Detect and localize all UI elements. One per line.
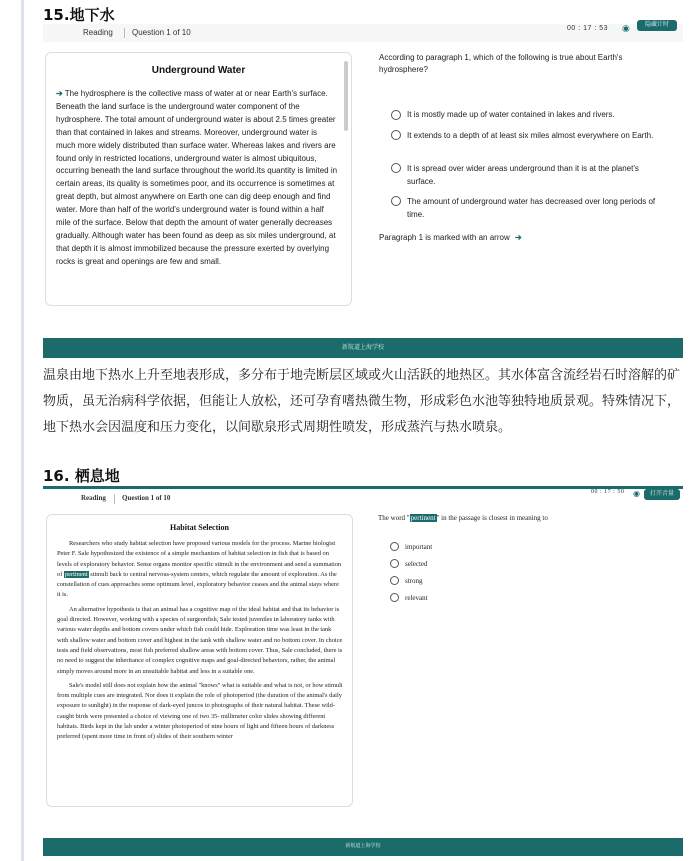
question-counter: Question 1 of 10 <box>122 494 171 502</box>
radio-button[interactable] <box>390 542 399 551</box>
radio-button[interactable] <box>391 196 401 206</box>
question-text: According to paragraph 1, which of the following is true about Earth's hydrosphere? <box>379 53 623 74</box>
passage-title: Habitat Selection <box>170 523 229 532</box>
section-15-title: 15.地下水 <box>43 6 115 24</box>
radio-button[interactable] <box>391 130 401 140</box>
toolbar-divider <box>114 494 115 504</box>
section-16-screenshot <box>43 486 683 858</box>
question-text: The word "pertinent" in the passage is closest in meaning to <box>378 514 548 522</box>
marker-text: Paragraph 1 is marked with an arrow <box>379 233 510 242</box>
reading-label: Reading <box>81 494 106 502</box>
toolbar-divider <box>124 28 125 38</box>
section-15-screenshot <box>43 24 683 359</box>
toolbar <box>43 24 683 42</box>
option-label: It is spread over wider areas underground than it is at the planet's surface. <box>407 164 639 186</box>
passage-text <box>57 539 344 803</box>
option-label: It extends to a depth of at least six miles almost everywhere on Earth. <box>407 131 654 140</box>
radio-button[interactable] <box>390 559 399 568</box>
timer: 00 : 17 : 50 <box>591 489 625 495</box>
footer-banner: 新航道上海学校 <box>43 338 683 358</box>
highlighted-word: pertinent <box>410 514 436 522</box>
option-b[interactable] <box>378 559 428 569</box>
option-label: important <box>405 543 433 551</box>
right-arrow-icon: ➔ <box>514 233 522 242</box>
option-c[interactable] <box>378 576 423 586</box>
highlighted-word: pertinent <box>64 570 88 578</box>
paragraph-1: The hydrosphere is the collective mass of water at or near Earth's surface. Beneath the land surface is the underground water component of the hydrosphere. The total amount of underground water is about 2.5 times greater than that contained in lakes and streams. Moreover, underground water is much more widely distributed than surface water. Whereas lakes and rivers are found only in restricted locations, underground water is almost ubiquitous, occurring beneath the land surface throughout the world.Its quantity is limited in certain areas, its quality is sometimes poor, and its occurrence is sometimes at great depth, but almost anywhere on Earth one can dig deep enough and find water. More than half of the world's underground water is found within a half mile of the surface. Below that depth the amount of water generally decreases gradually. Although water has been found as deep as six miles underground, at that depth it is almost immobilized because the pressure exerted by overlying rocks is great and openings are few and small. <box>56 89 338 266</box>
option-label: selected <box>405 560 428 568</box>
paragraph-marker-note <box>379 233 522 242</box>
option-d[interactable] <box>378 593 428 603</box>
page-left-rule <box>21 0 24 861</box>
option-label: It is mostly made up of water contained in lakes and rivers. <box>407 110 615 119</box>
eye-icon[interactable]: ◉ <box>633 489 640 498</box>
option-label: strong <box>405 577 423 585</box>
paragraph-3: Sale's model still does not explain how the animal "knows" what is suitable and what is not, or how stimuli from multiple cues are integrated. Nor does it explain the role of photoperiod (the duration of the animal's daily exposure to sunlight) in the response of dark-eyed juncos to photographs of their natural habitat. These wild-caught birds were presented a choice of viewing one of two 35- millimeter color slides showing different habitats. Birds kept in the lab under a winter photoperiod of nine hours of light and fifteen hours of darkness preferred (spent more time in front of) slides of their southern winter <box>57 681 343 741</box>
option-label: The amount of underground water has decreased over long periods of time. <box>407 197 656 219</box>
timer: 00 : 17 : 53 <box>567 25 609 32</box>
right-arrow-icon: ➔ <box>56 89 63 98</box>
passage-title: Underground Water <box>151 65 246 76</box>
radio-button[interactable] <box>391 110 401 120</box>
option-a[interactable] <box>378 542 432 552</box>
passage-panel[interactable] <box>46 514 353 807</box>
passage-panel[interactable] <box>45 52 352 306</box>
question-panel <box>379 52 679 282</box>
paragraph-1: Researchers who study habitat selection have proposed various models for the process. Marine biologist Peter F. Sale hypothesized the existence of a simple mechanism of habitat selection in fish that is based on levels of exploratory behavior. Sense organs monitor specific stimuli in the environment and send a summation of pertinent stimuli back to central nervous-system centers, which regulate the amount of exploration. As the constellation of cues approaches some optimum level, exploratory behavior ceases and the animal stays where it is. <box>57 540 342 599</box>
footer-banner: 新航道上海学校 <box>43 838 683 856</box>
option-d[interactable] <box>379 195 669 221</box>
volume-button[interactable]: 打开音量 <box>644 489 680 500</box>
option-b[interactable] <box>379 129 669 142</box>
section-16-title: 16. 栖息地 <box>43 467 120 485</box>
scrollbar[interactable] <box>344 61 348 131</box>
eye-icon[interactable]: ◉ <box>622 23 630 33</box>
question-counter: Question 1 of 10 <box>132 28 191 37</box>
option-label: relevant <box>405 594 428 602</box>
hot-spring-paragraph: 温泉由地下热水上升至地表形成，多分布于地壳断层区域或火山活跃的地热区。其水体富含流经岩石时溶解的矿物质，虽无治病科学依据，但能让人放松，还可孕育嗜热微生物，形成彩色水池等独特地质景观。特殊情况下，地下热水会因温度和压力变化，以间歇泉形式周期性喷发，形成蒸汽与热水喷泉。 <box>43 368 681 435</box>
question-panel <box>378 514 678 634</box>
option-c[interactable] <box>379 162 669 188</box>
passage-text <box>56 88 338 300</box>
option-a[interactable] <box>379 109 669 121</box>
radio-button[interactable] <box>390 593 399 602</box>
radio-button[interactable] <box>391 163 401 173</box>
hide-timer-button[interactable]: 隐藏计时 <box>637 20 677 31</box>
toolbar <box>43 489 683 509</box>
radio-button[interactable] <box>390 576 399 585</box>
reading-label: Reading <box>83 28 113 37</box>
paragraph-2: An alternative hypothesis is that an animal has a cognitive map of the ideal habitat and that its behavior is goal directed. However, working with a species of surgeonfish, Sale tested juveniles in laboratory tanks with various water depths and bottom covers under which fish could hide. Exploration time was least in the tank with shallow water and bottom cover and highest in the tank with shallow water and no bottom cover. In choice tests and field observations, most fish preferred shallow areas with bottom cover. Thus, Sale concluded, there is no need to suggest the inheritance of complex cognitive maps and goal-directed behaviors, rather, the animal simply moves around more in an unsuitable habitat and less in a suitable one. <box>57 605 343 675</box>
